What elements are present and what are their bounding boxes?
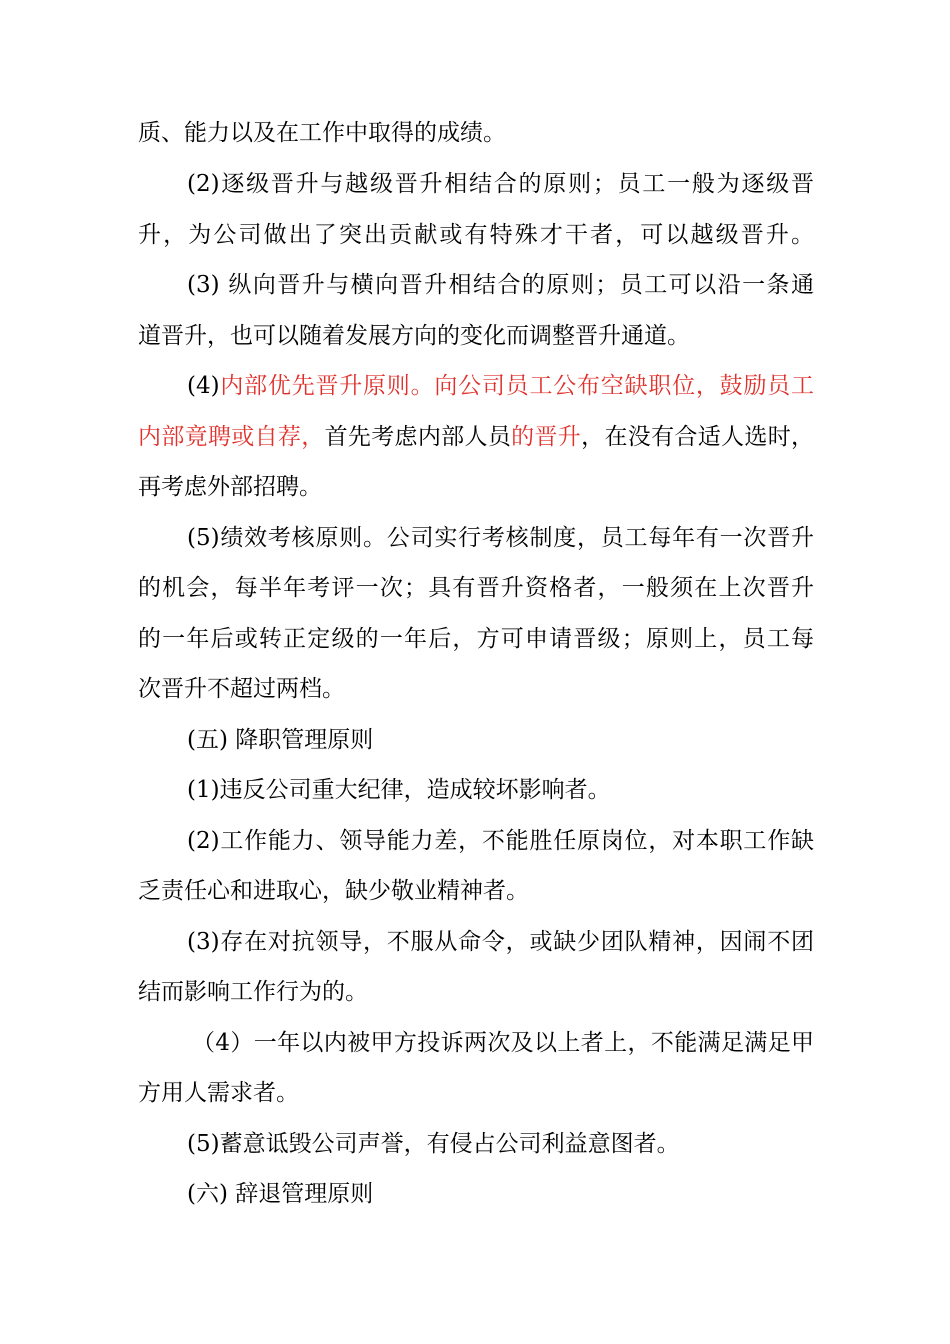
paragraph-line-highlighted xyxy=(187,371,814,401)
normal-text: ，在没有合适人选时， xyxy=(581,424,814,450)
paragraph-line: 的一年后或转正定级的一年后，方可申请晋级；原则上，员工每 xyxy=(138,626,814,652)
section-heading: (五) 降职管理原则 xyxy=(187,727,374,753)
highlighted-text: 的晋升 xyxy=(511,424,582,450)
paragraph-line: (3)存在对抗领导，不服从命令，或缺少团队精神，因闹不团 xyxy=(187,929,814,955)
paragraph-line: (2)逐级晋升与越级晋升相结合的原则；员工一般为逐级晋 xyxy=(187,171,814,197)
paragraph-number: (4) xyxy=(187,373,220,399)
paragraph-line: 升，为公司做出了突出贡献或有特殊才干者，可以越级晋升。 xyxy=(138,222,814,248)
paragraph-line: 的机会，每半年考评一次；具有晋升资格者，一般须在上次晋升 xyxy=(138,575,814,601)
section-heading: (六) 辞退管理原则 xyxy=(187,1181,374,1207)
paragraph-line: (2)工作能力、领导能力差，不能胜任原岗位，对本职工作缺 xyxy=(187,828,814,854)
highlighted-text: 内部竟聘或自荐， xyxy=(138,424,325,450)
paragraph-line: 次晋升不超过两档。 xyxy=(138,676,345,702)
paragraph-line: 再考虑外部招聘。 xyxy=(138,474,322,500)
paragraph-line-highlighted xyxy=(138,422,814,452)
paragraph-line: (3) 纵向晋升与横向晋升相结合的原则；员工可以沿一条通 xyxy=(187,272,814,298)
paragraph-line: (1)违反公司重大纪律，造成较坏影响者。 xyxy=(187,777,611,803)
paragraph-line: (5)绩效考核原则。公司实行考核制度，员工每年有一次晋升 xyxy=(187,525,814,551)
paragraph-line: 道晋升，也可以随着发展方向的变化而调整晋升通道。 xyxy=(138,323,690,349)
paragraph-line: 质、能力以及在工作中取得的成绩。 xyxy=(138,120,506,146)
highlighted-text: 内部优先晋升原则。向公司员工公布空缺职位，鼓励员工 xyxy=(219,373,814,399)
paragraph-line: 乏责任心和进取心，缺少敬业精神者。 xyxy=(138,878,529,904)
paragraph-line: 结而影响工作行为的。 xyxy=(138,979,368,1005)
paragraph-line: 方用人需求者。 xyxy=(138,1080,299,1106)
normal-text: 首先考虑内部人员 xyxy=(324,424,512,450)
paragraph-line: （4）一年以内被甲方投诉两次及以上者上，不能满足满足甲 xyxy=(192,1030,814,1056)
paragraph-line: (5)蓄意诋毁公司声誉，有侵占公司利益意图者。 xyxy=(187,1131,680,1157)
